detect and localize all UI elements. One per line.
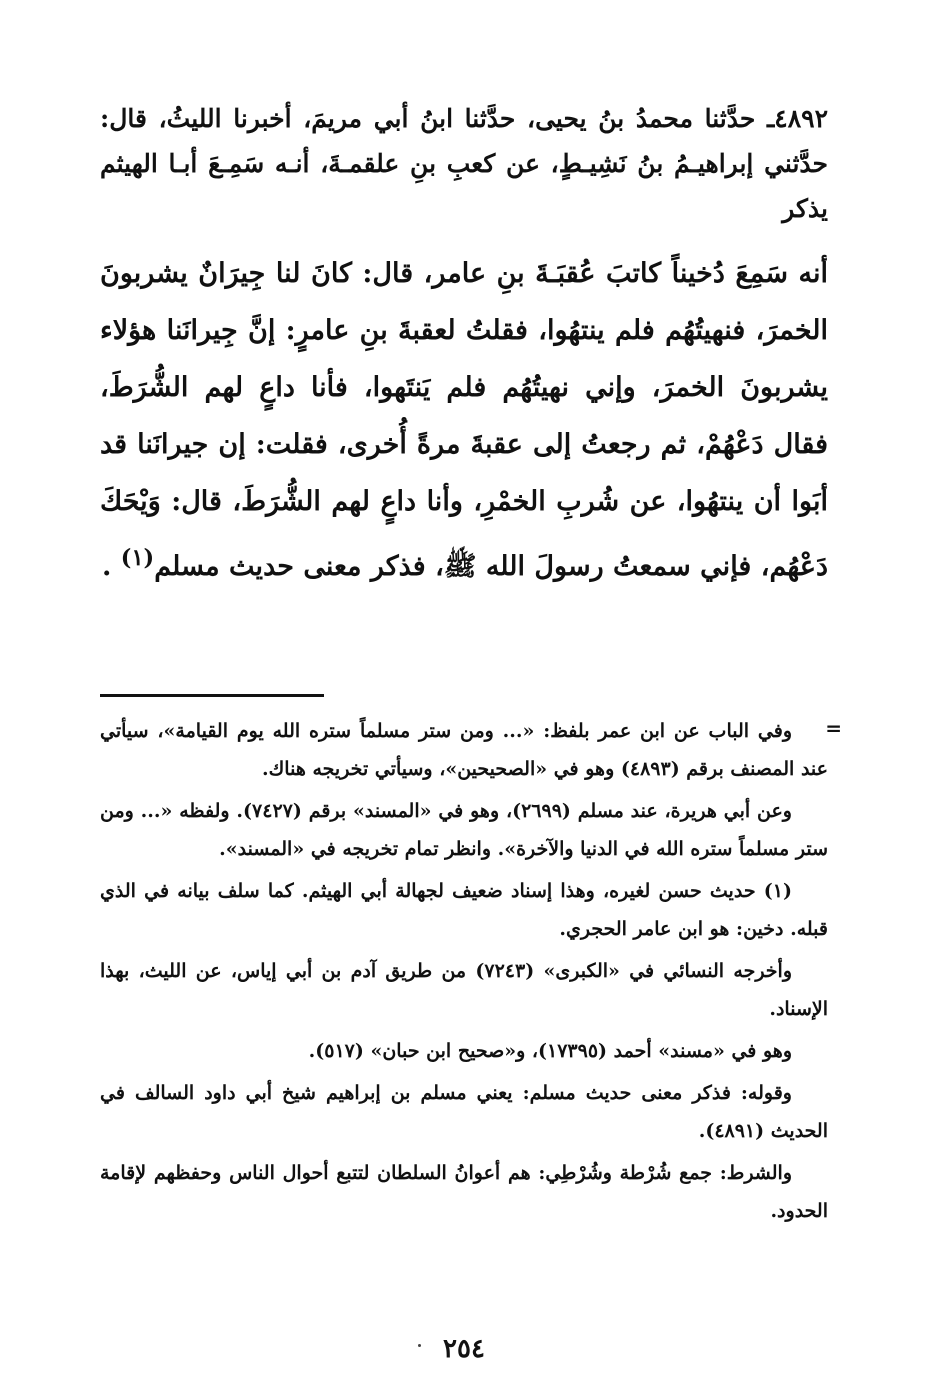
hadith-end-mark: . bbox=[101, 551, 112, 582]
hadith-matn-text: أنه سَمِعَ دُخيناً كاتبَ عُقبَـةَ بنِ عامر، قال: كانَ لنا جِيرَانٌ يشربونَ الخمرَ، فنهيتُهُم فلم ينتهُوا، فقلتُ لعقبةَ بنِ عامرٍ: إنَّ جِيرانَنا هؤلاء يشربونَ الخمرَ، وإني نهيتُهُم فلم يَنتَهوا، فأنا داعٍ لهم الشُّرَطَ، فقال دَعْهُمْ، ثم رجعتُ إلى عقبةَ مرةً أُخرى، فقلت: إن جيرانَنا قد أبَوا أن ينتهُوا، عن شُربِ الخمْرِ، وأنا داعٍ لهم الشُّرَطَ، قال: وَيْحَكَ دَعْهُم، فإني سمعتُ رسولَ الله ﷺ، فذكر معنى حديث مسلم bbox=[100, 258, 828, 582]
footnote-marker: (١) bbox=[120, 545, 155, 571]
footnote-paragraph: وعن أبي هريرة، عند مسلم (٢٦٩٩)، وهو في «المسند» برقم (٧٤٢٧). ولفظه «... ومن ستر مسلماً ستره الله في الدنيا والآخرة». وانظر تمام تخريجه في «المسند». bbox=[100, 800, 828, 860]
footnote-paragraph: وقوله: فذكر معنى حديث مسلم: يعني مسلم بن إبراهيم شيخ أبي داود السالف في الحديث (٤٨٩١). bbox=[100, 1082, 828, 1142]
document-page bbox=[100, 96, 842, 1364]
scan-speck bbox=[418, 1344, 421, 1347]
footnote-separator bbox=[100, 694, 324, 697]
footnote-paragraph: وأخرجه النسائي في «الكبرى» (٧٢٤٣) من طريق آدم بن أبي إياس، عن الليث، بهذا الإسناد. bbox=[100, 960, 828, 1020]
footnotes bbox=[100, 712, 842, 1234]
page-number: ٢٥٤ bbox=[443, 1334, 485, 1364]
hadith-matn bbox=[100, 245, 828, 595]
hadith-isnad-text: ٤٨٩٢ـ حدَّثنا محمدُ بنُ يحيى، حدَّثنا ابنُ أبي مريمَ، أخبرنا الليثُ، قال: حدَّثني إبراهيـمُ بنُ نَشِيـطٍ، عن كعبِ بنِ علقمـةَ، أنـه سَمِـعَ أبـا الهيثم يذكر bbox=[100, 104, 828, 223]
footnote-continuation-mark: = bbox=[825, 716, 842, 740]
footnote-paragraph: والشرط: جمع شُرْطة وشُرْطِي: هم أعوانُ السلطان لتتبع أحوال الناس وحفظهم لإقامة الحدود. bbox=[100, 1162, 828, 1222]
footnote-paragraph: وهو في «مسند» أحمد (١٧٣٩٥)، و«صحيح ابن حبان» (٥١٧). bbox=[308, 1040, 792, 1062]
footnote-paragraph: (١) حديث حسن لغيره، وهذا إسناد ضعيف لجهالة أبي الهيثم. كما سلف بيانه في الذي قبله. دخين: هو ابن عامر الحجري. bbox=[100, 880, 828, 940]
footnote-paragraph: وفي الباب عن ابن عمر بلفظ: «... ومن ستر مسلماً ستره الله يوم القيامة»، سيأتي عند المصنف برقم (٤٨٩٣) وهو في «الصحيحين»، وسيأتي تخريجه هناك. bbox=[100, 720, 828, 780]
hadith-isnad bbox=[100, 96, 828, 231]
